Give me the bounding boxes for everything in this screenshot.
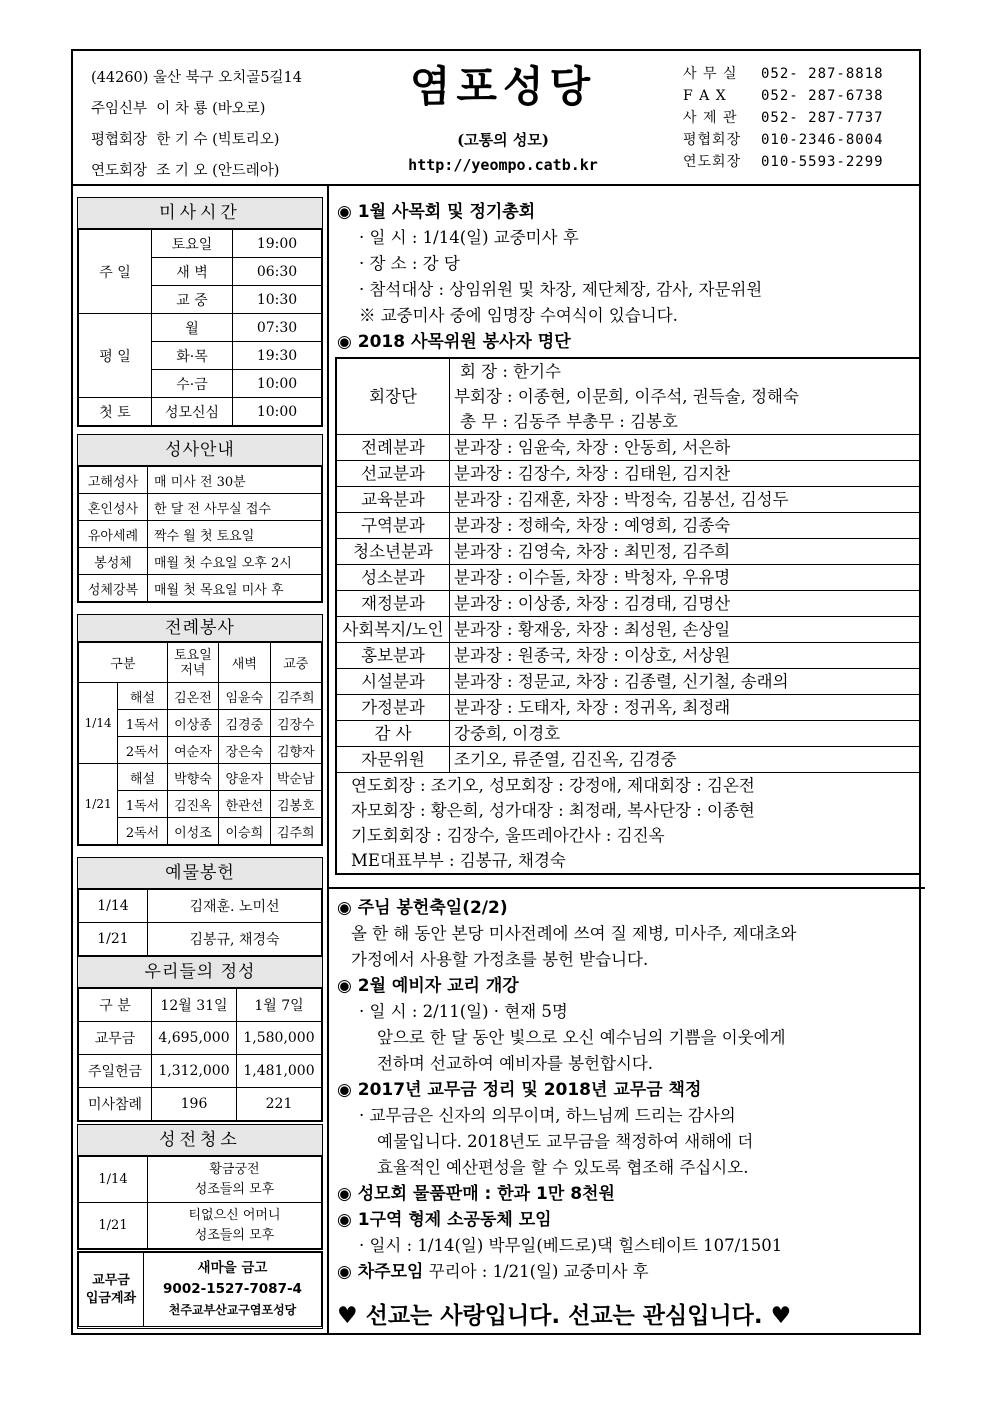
- staff-row: [336, 747, 920, 773]
- header-info: [91, 63, 302, 187]
- notice-community-title: ◉ 1구역 형제 소공동체 모임: [337, 1210, 552, 1230]
- cleaning-table: [78, 1156, 322, 1249]
- liturgy-person: 김장수: [270, 710, 321, 737]
- mass-day: 화·목: [152, 342, 233, 370]
- finance-row: [79, 1088, 322, 1121]
- column-divider: [327, 184, 329, 1335]
- staff-dept: 자문위원: [336, 747, 450, 773]
- sacrament-row: [79, 494, 322, 521]
- staff-dept: 청소년분과: [336, 539, 450, 565]
- liturgy-title: 전례봉사: [78, 615, 322, 642]
- finance-value: 196: [152, 1088, 237, 1121]
- contact-label: F A X: [683, 88, 727, 104]
- finance-label: 주일헌금: [79, 1055, 152, 1088]
- cleaning-date: 1/14: [79, 1157, 148, 1203]
- mass-day: 토요일: [152, 230, 233, 258]
- staff-dept: 구역분과: [336, 513, 450, 539]
- staff-row: [336, 513, 920, 539]
- staff-row: [336, 565, 920, 591]
- cleaning-group: 황금궁전: [209, 1161, 260, 1177]
- notice-line: 효율적인 예산편성을 할 수 있도록 협조해 주십시오.: [377, 1158, 749, 1177]
- finance-value: 221: [237, 1088, 322, 1121]
- staff-members: 분과장 : 임윤숙, 차장 : 안동희, 서은하: [450, 435, 921, 461]
- staff-row: [336, 591, 920, 617]
- contact-label: 평협회장: [683, 132, 742, 148]
- liturgy-person: 이승희: [219, 818, 270, 845]
- liturgy-person: 이성조: [167, 818, 218, 845]
- staff-row: [336, 539, 920, 565]
- staff-row: [336, 695, 920, 721]
- liturgy-role: 해설: [118, 683, 167, 710]
- offering-date: 1/21: [79, 923, 148, 956]
- notice-line: · 일시 : 1/14(일) 박무일(베드로)댁 힐스테이트 107/1501: [359, 1236, 783, 1255]
- mass-time: 10:00: [233, 370, 322, 398]
- contact-row: [683, 85, 884, 107]
- notices: [337, 199, 917, 1330]
- liturgy-person: 이상종: [167, 710, 218, 737]
- liturgy-person: 박순남: [270, 764, 321, 791]
- account-label: 교무금 입금계좌: [79, 1253, 144, 1327]
- mass-times-title: 미사시간: [78, 198, 322, 229]
- finance-head-cell: 12월 31일: [152, 989, 237, 1022]
- finance-row: [79, 1055, 322, 1088]
- sacrament-name: 유아세례: [79, 521, 148, 548]
- notice-line: · 참석대상 : 상임위원 및 차장, 제단체장, 감사, 자문위원: [359, 280, 763, 299]
- president-name: 한 기 수 (빅토리오): [156, 132, 280, 148]
- liturgy-person: 임윤숙: [219, 683, 270, 710]
- offering-names: 김재훈. 노미선: [148, 890, 322, 923]
- notice-line: · 일 시 : 1/14(일) 교중미사 후: [359, 228, 579, 247]
- liturgy-box: [77, 614, 323, 846]
- sacrament-row: [79, 575, 322, 602]
- finance-value: 1,312,000: [152, 1055, 237, 1088]
- mission-slogan: ♥ 선교는 사랑입니다. 선교는 관심입니다. ♥: [337, 1303, 792, 1329]
- contact-number: 052- 287-8818: [761, 66, 884, 82]
- sacrament-schedule: 매월 첫 목요일 미사 후: [148, 575, 322, 602]
- staff-dept: 재정분과: [336, 591, 450, 617]
- bank-name: 새마을 금고: [197, 1260, 268, 1276]
- staff-dept: 감 사: [336, 721, 450, 747]
- liturgy-person: 여순자: [167, 737, 218, 764]
- notice-catechism-title: ◉ 2월 예비자 교리 개강: [337, 976, 519, 996]
- contact-list: [683, 63, 884, 173]
- liturgy-table: [78, 642, 322, 845]
- board-members: [450, 358, 921, 435]
- notice-line: · 교무금은 신자의 의무이며, 하느님께 드리는 감사의: [359, 1106, 736, 1125]
- staff-table: [335, 357, 921, 875]
- account-box: [77, 1251, 323, 1329]
- sacrament-name: 혼인성사: [79, 494, 148, 521]
- liturgy-role: 1독서: [118, 710, 167, 737]
- staff-dept: 전례분과: [336, 435, 450, 461]
- staff-dept: 홍보분과: [336, 643, 450, 669]
- notice-next-meeting-text: 꾸리아 : 1/21(일) 교중미사 후: [423, 1262, 649, 1281]
- staff-row: [336, 721, 920, 747]
- board-line: 부회장 : 이종현, 이문희, 이주석, 권득술, 정해숙: [454, 387, 799, 406]
- contact-number: 010-2346-8004: [761, 132, 884, 148]
- mass-first-sat-label: 첫 토: [79, 398, 152, 426]
- contact-label: 사 제 관: [683, 110, 738, 126]
- liturgy-person: 양윤자: [219, 764, 270, 791]
- cleaning-group: 티없으신 어머니: [188, 1207, 281, 1223]
- staff-dept: 교육분과: [336, 487, 450, 513]
- notice-next-meeting-title: ◉ 차주모임: [337, 1262, 424, 1282]
- header: [73, 51, 919, 186]
- section-separator: [327, 887, 925, 889]
- sacrament-box: [77, 434, 323, 603]
- notice-line: 전하며 선교하여 예비자를 봉헌합시다.: [377, 1054, 654, 1073]
- notice-line: 앞으로 한 달 동안 빛으로 오신 예수님의 기쁨을 이웃에게: [377, 1028, 786, 1047]
- account-table: [78, 1252, 322, 1327]
- mass-times-box: [77, 197, 323, 427]
- finance-label: 교무금: [79, 1022, 152, 1055]
- president-label: 평협회장: [91, 132, 148, 148]
- liturgy-person: 김봉호: [270, 791, 321, 818]
- sacrament-schedule: 짝수 월 첫 토요일: [148, 521, 322, 548]
- sacrament-row: [79, 467, 322, 494]
- cleaning-row: [79, 1203, 322, 1249]
- sacrament-table: [78, 466, 322, 602]
- mass-times-table: [78, 229, 322, 426]
- mass-day: 새 벽: [152, 258, 233, 286]
- offering-row: [79, 923, 322, 956]
- staff-members: 분과장 : 황재웅, 차장 : 최성원, 손상일: [450, 617, 921, 643]
- staff-others-row: [336, 773, 920, 875]
- liturgy-head-cell: 교중: [270, 643, 321, 683]
- account-details: [144, 1253, 322, 1327]
- staff-dept: 성소분과: [336, 565, 450, 591]
- offering-names: 김봉규, 채경숙: [148, 923, 322, 956]
- cleaning-groups: [148, 1203, 322, 1249]
- sacrament-name: 성체강복: [79, 575, 148, 602]
- staff-members: 분과장 : 김장수, 차장 : 김태원, 김지찬: [450, 461, 921, 487]
- liturgy-head-cell: 구분: [79, 643, 168, 683]
- liturgy-row: [79, 683, 322, 710]
- cleaning-group: 성조들의 모후: [194, 1181, 275, 1197]
- notice-dues-title: ◉ 2017년 교무금 정리 및 2018년 교무금 책정: [337, 1080, 702, 1100]
- contact-number: 052- 287-7737: [761, 110, 884, 126]
- staff-row: [336, 669, 920, 695]
- liturgy-head-cell: 토요일 저녁: [167, 643, 218, 683]
- sacrament-name: 고해성사: [79, 467, 148, 494]
- finance-header-row: [79, 989, 322, 1022]
- liturgy-header-row: [79, 643, 322, 683]
- notice-staff-title: ◉ 2018 사목위원 봉사자 명단: [337, 332, 571, 352]
- mass-time: 07:30: [233, 314, 322, 342]
- header-title-block: [403, 57, 603, 174]
- staff-row: [336, 461, 920, 487]
- staff-dept: 가정분과: [336, 695, 450, 721]
- liturgy-person: 김주희: [270, 818, 321, 845]
- staff-members: 분과장 : 이상종, 차장 : 김경태, 김명산: [450, 591, 921, 617]
- contact-label: 사 무 실: [683, 66, 738, 82]
- finance-row: [79, 1022, 322, 1055]
- staff-members: 분과장 : 김재훈, 차장 : 박정숙, 김봉선, 김성두: [450, 487, 921, 513]
- liturgy-date: 1/21: [79, 764, 118, 845]
- contact-row: [683, 151, 884, 173]
- staff-row: [336, 643, 920, 669]
- liturgy-role: 2독서: [118, 737, 167, 764]
- mass-day: 교 중: [152, 286, 233, 314]
- liturgy-person: 김진옥: [167, 791, 218, 818]
- notice-line: ※ 교중미사 중에 임명장 수여식이 있습니다.: [359, 306, 678, 325]
- cleaning-row: [79, 1157, 322, 1203]
- finance-head-cell: 구 분: [79, 989, 152, 1022]
- mass-time: 19:00: [233, 230, 322, 258]
- website-link[interactable]: http://yeompo.catb.kr: [408, 156, 598, 174]
- notice-presentation-title: ◉ 주님 봉헌축일(2/2): [337, 898, 508, 918]
- staff-dept: 선교분과: [336, 461, 450, 487]
- staff-dept: 시설분과: [336, 669, 450, 695]
- sacrament-row: [79, 548, 322, 575]
- liturgy-role: 2독서: [118, 818, 167, 845]
- contact-row: [683, 129, 884, 151]
- board-label: 회장단: [336, 358, 450, 435]
- mass-time: 10:30: [233, 286, 322, 314]
- mass-time: 06:30: [233, 258, 322, 286]
- yeondo-label: 연도회장: [91, 163, 148, 179]
- liturgy-role: 해설: [118, 764, 167, 791]
- mass-weekday-label: 평 일: [79, 314, 152, 398]
- liturgy-date: 1/14: [79, 683, 118, 764]
- notice-line: 예물입니다. 2018년도 교무금을 책정하여 새해에 더: [377, 1132, 754, 1151]
- mass-sunday-label: 주 일: [79, 230, 152, 314]
- liturgy-row: [79, 764, 322, 791]
- offering-title: 예물봉헌: [78, 858, 322, 889]
- cleaning-group: 성조들의 모후: [194, 1227, 275, 1243]
- sacrament-schedule: 매월 첫 수요일 오후 2시: [148, 548, 322, 575]
- staff-members: 조기오, 류준열, 김진옥, 김경중: [450, 747, 921, 773]
- contact-label: 연도회장: [683, 154, 742, 170]
- pastor-label: 주임신부: [91, 101, 148, 117]
- page-title: 염포성당: [409, 62, 597, 111]
- sacrament-schedule: 매 미사 전 30분: [148, 467, 322, 494]
- staff-members: 분과장 : 도태자, 차장 : 정귀옥, 최정래: [450, 695, 921, 721]
- cleaning-box: [77, 1124, 323, 1250]
- staff-other-line: 자모회장 : 황은희, 성가대장 : 최정래, 복사단장 : 이종현: [351, 801, 755, 820]
- cleaning-date: 1/21: [79, 1203, 148, 1249]
- yeondo-name: 조 기 오 (안드레아): [156, 163, 280, 179]
- staff-row: [336, 487, 920, 513]
- staff-members: 분과장 : 원종국, 차장 : 이상호, 서상원: [450, 643, 921, 669]
- finance-head-cell: 1월 7일: [237, 989, 322, 1022]
- staff-row: [336, 435, 920, 461]
- finance-label: 미사참례: [79, 1088, 152, 1121]
- liturgy-person: 김경중: [219, 710, 270, 737]
- cleaning-title: 성전청소: [78, 1125, 322, 1156]
- sacrament-title: 성사안내: [78, 435, 322, 466]
- sacrament-schedule: 한 달 전 사무실 접수: [148, 494, 322, 521]
- pastor-name: 이 차 룡 (바오로): [156, 101, 266, 117]
- liturgy-person: 박향숙: [167, 764, 218, 791]
- liturgy-person: 한관선: [219, 791, 270, 818]
- liturgy-person: 김향자: [270, 737, 321, 764]
- liturgy-person: 김주희: [270, 683, 321, 710]
- notice-line: · 일 시 : 2/11(일) · 현재 5명: [359, 1002, 568, 1021]
- notice-line: · 장 소 : 강 당: [359, 254, 460, 273]
- address: (44260) 울산 북구 오치골5길14: [91, 70, 302, 86]
- contact-row: [683, 63, 884, 85]
- board-line: 회 장 : 한기수: [460, 362, 561, 381]
- staff-members: 분과장 : 정해숙, 차장 : 예영희, 김종숙: [450, 513, 921, 539]
- finance-value: 1,481,000: [237, 1055, 322, 1088]
- contact-number: 010-5593-2299: [761, 154, 884, 170]
- staff-row: [336, 617, 920, 643]
- staff-other-line: ME대표부부 : 김봉규, 채경숙: [351, 851, 566, 870]
- mass-time: 19:30: [233, 342, 322, 370]
- liturgy-person: 김온전: [167, 683, 218, 710]
- offering-row: [79, 890, 322, 923]
- contact-row: [683, 107, 884, 129]
- sacrament-row: [79, 521, 322, 548]
- staff-members: 강중희, 이경호: [450, 721, 921, 747]
- notice-line: 올 한 해 동안 본당 미사전례에 쓰여 질 제병, 미사주, 제대초와: [351, 924, 797, 943]
- liturgy-role: 1독서: [118, 791, 167, 818]
- staff-members: 분과장 : 정문교, 차장 : 김종렬, 신기철, 송래의: [450, 669, 921, 695]
- offering-box: [77, 857, 323, 957]
- cleaning-groups: [148, 1157, 322, 1203]
- contact-number: 052- 287-6738: [761, 88, 884, 104]
- staff-dept: 사회복지/노인: [336, 617, 450, 643]
- sacrament-name: 봉성체: [79, 548, 148, 575]
- staff-members: 분과장 : 이수돌, 차장 : 박청자, 우유명: [450, 565, 921, 591]
- notice-sale-title: ◉ 성모회 물품판매 : 한과 1만 8천원: [337, 1184, 615, 1204]
- finance-box: [77, 956, 323, 1122]
- bulletin-frame: [71, 49, 921, 1335]
- notice-line: 가정에서 사용할 가정초를 봉헌 받습니다.: [351, 950, 649, 969]
- finance-value: 4,695,000: [152, 1022, 237, 1055]
- account-number: 9002-1527-7087-4: [163, 1281, 302, 1297]
- finance-table: [78, 988, 322, 1121]
- finance-value: 1,580,000: [237, 1022, 322, 1055]
- account-holder: 천주교부산교구염포성당: [168, 1303, 297, 1317]
- mass-time: 10:00: [233, 398, 322, 426]
- board-line: 총 무 : 김동주 부총무 : 김봉호: [460, 412, 678, 431]
- mass-day: 성모신심: [152, 398, 233, 426]
- staff-other-line: 기도회회장 : 김장수, 울뜨레아간사 : 김진옥: [351, 826, 665, 845]
- offering-table: [78, 889, 322, 956]
- mass-day: 월: [152, 314, 233, 342]
- staff-others: [336, 773, 920, 875]
- offering-date: 1/14: [79, 890, 148, 923]
- notice-meeting-title: ◉ 1월 사목회 및 정기총회: [337, 202, 536, 222]
- liturgy-person: 장은숙: [219, 737, 270, 764]
- mass-day: 수·금: [152, 370, 233, 398]
- staff-members: 분과장 : 김영숙, 차장 : 최민정, 김주희: [450, 539, 921, 565]
- liturgy-head-cell: 새벽: [219, 643, 270, 683]
- page-subtitle: (고통의 성모): [457, 131, 549, 149]
- staff-other-line: 연도회장 : 조기오, 성모회장 : 강정애, 제대회장 : 김온전: [351, 776, 755, 795]
- finance-title: 우리들의 정성: [78, 957, 322, 988]
